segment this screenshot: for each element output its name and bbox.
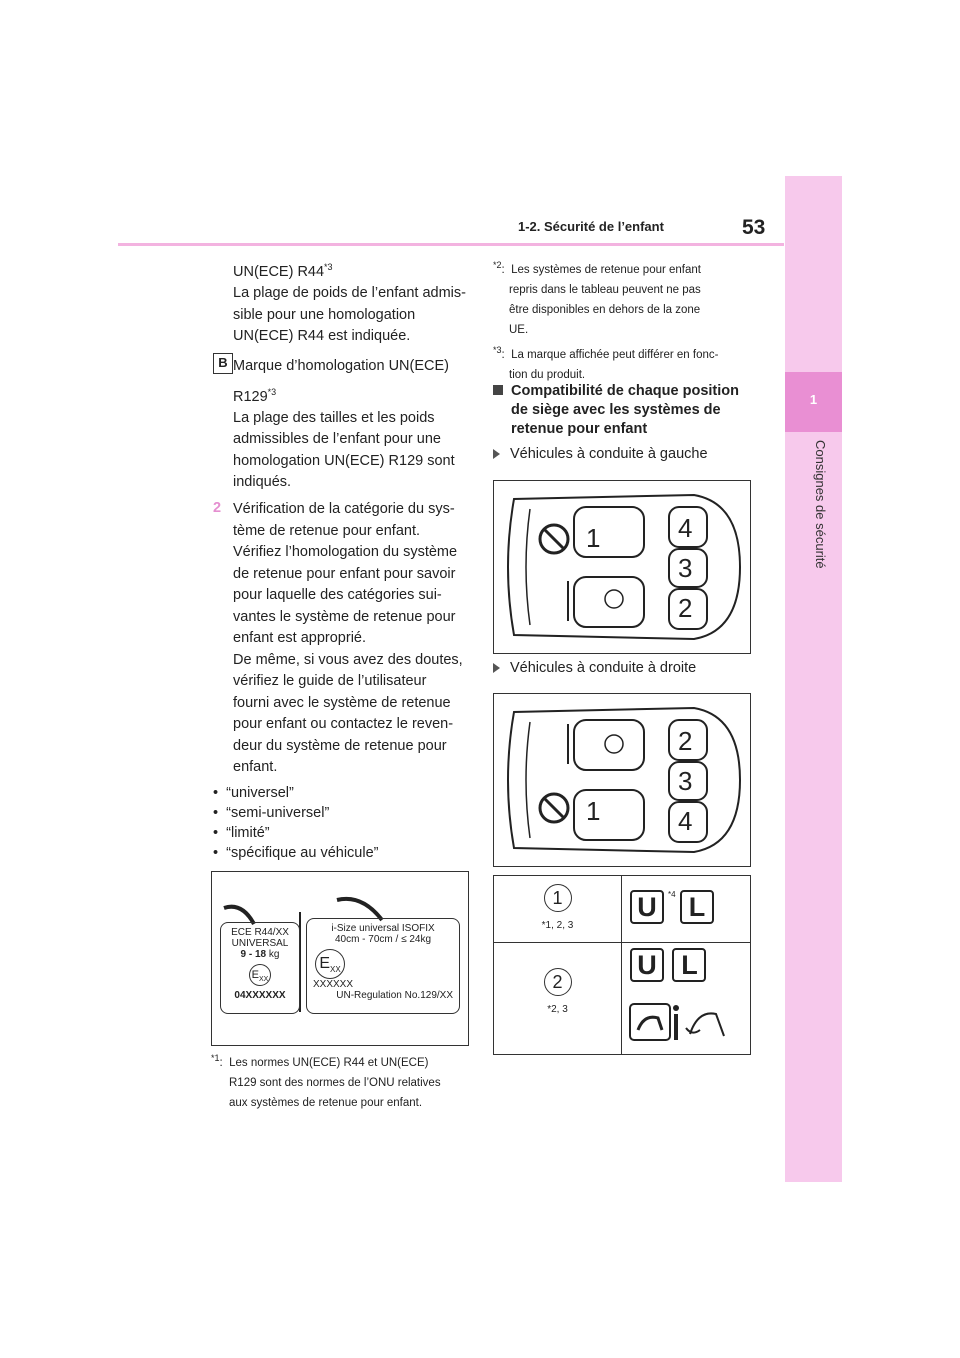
approval-label-figure	[211, 871, 469, 1046]
seat-circle: 1	[544, 884, 572, 912]
seat-number: 3	[678, 766, 693, 796]
step-paragraph: Vérification de la catégorie du sys- tème de retenue pour enfant. Vérifiez l’homologation du système de retenue pour enfant pour savoir pour laquelle des catégories sui- vantes le système de retenue pour enfant est approprié. De même, si vous avez des doutes, vérifiez le guide de l’utilisateur fourni avec le système de retenue pour enfant ou contactez le reven- deur du système de retenue pour enfant.	[233, 501, 463, 775]
rhd-car-diagram	[493, 693, 751, 867]
rhd-caption: Véhicules à conduite à droite	[493, 658, 696, 680]
section-title: 1-2. Sécurité de l’enfant	[518, 219, 664, 234]
seat-number: 1	[586, 796, 601, 826]
side-tab	[785, 176, 842, 1182]
table-row: 2 *2, 3	[494, 968, 621, 1015]
r44-paragraph: UN(ECE) R44$^{*3}$ La plage de poids de l’enfant admis- sible pour une homologation UN(ECE) R44 est indiquée.	[233, 262, 466, 345]
page-number: 53	[742, 216, 766, 239]
lhd-caption: Véhicules à conduite à gauche	[493, 444, 708, 466]
seat-number: 4	[678, 806, 693, 836]
universal-icon: U	[630, 890, 664, 924]
chapter-label: Consignes de sécurité	[813, 440, 828, 569]
list-item: • “spécifique au véhicule”	[213, 845, 379, 861]
list-item: • “limité”	[213, 825, 270, 841]
seat-number: 2	[678, 726, 693, 756]
seat-number: 2	[678, 593, 693, 623]
lhd-car-diagram	[493, 480, 751, 654]
seat-number: 4	[678, 513, 693, 543]
r129-label: i-Size universal ISOFIX 40cm - 70cm / ≤ 24kg $E_{XX}$ XXXXXX UN-Regulation No.129/XX	[306, 918, 460, 1014]
triangle-bullet-icon	[493, 663, 500, 673]
footnote-1: $^{*1}$: Les normes UN(ECE) R44 et UN(ECE) R129 sont des normes de l’ONU relatives aux systèmes de retenue pour enfant.	[211, 1053, 441, 1109]
isofix-isize-icon	[628, 1000, 738, 1048]
list-item: • “semi-universel”	[213, 805, 330, 821]
list-item: • “universel”	[213, 785, 294, 801]
category-list	[213, 783, 473, 863]
seat-number: 1	[586, 523, 601, 553]
table-row: 1 *1, 2, 3	[494, 884, 621, 931]
seat-number: 3	[678, 553, 693, 583]
universal-icon: U	[630, 948, 664, 982]
chapter-number: 1	[809, 392, 818, 407]
label-b: B	[213, 353, 233, 374]
car-top-view-icon	[494, 481, 750, 653]
compatibility-heading: Compatibilité de chaque position de siège avec les systèmes de retenue pour enfant	[493, 382, 763, 439]
r44-label: ECE R44/XX UNIVERSAL 9 - 18 kg $E_{XX}$ 04XXXXXX	[220, 922, 300, 1014]
footnote-2: $^{*2}$: Les systèmes de retenue pour enfant repris dans le tableau peuvent ne pas être disponibles en dehors de la zone UE. $^{*3}$: La marque affichée peut différer en fonc- tion du produit.	[493, 260, 719, 381]
table-row	[630, 948, 748, 982]
r129-paragraph: Marque d’homologation UN(ECE) R129$^{*3}$ La plage des tailles et les poids admissibles de l’enfant pour une homologation UN(ECE) R129 sont indiqués.	[233, 358, 455, 491]
header-rule	[118, 243, 784, 246]
triangle-bullet-icon	[493, 449, 500, 459]
car-top-view-icon	[494, 694, 750, 866]
compatibility-table	[493, 875, 751, 1055]
limited-icon: L	[680, 890, 714, 924]
seat-circle: 2	[544, 968, 572, 996]
square-bullet-icon	[493, 385, 503, 395]
step-number: 2	[213, 500, 222, 516]
table-row: U $^{*4}$ L	[630, 890, 748, 924]
limited-icon: L	[672, 948, 706, 982]
